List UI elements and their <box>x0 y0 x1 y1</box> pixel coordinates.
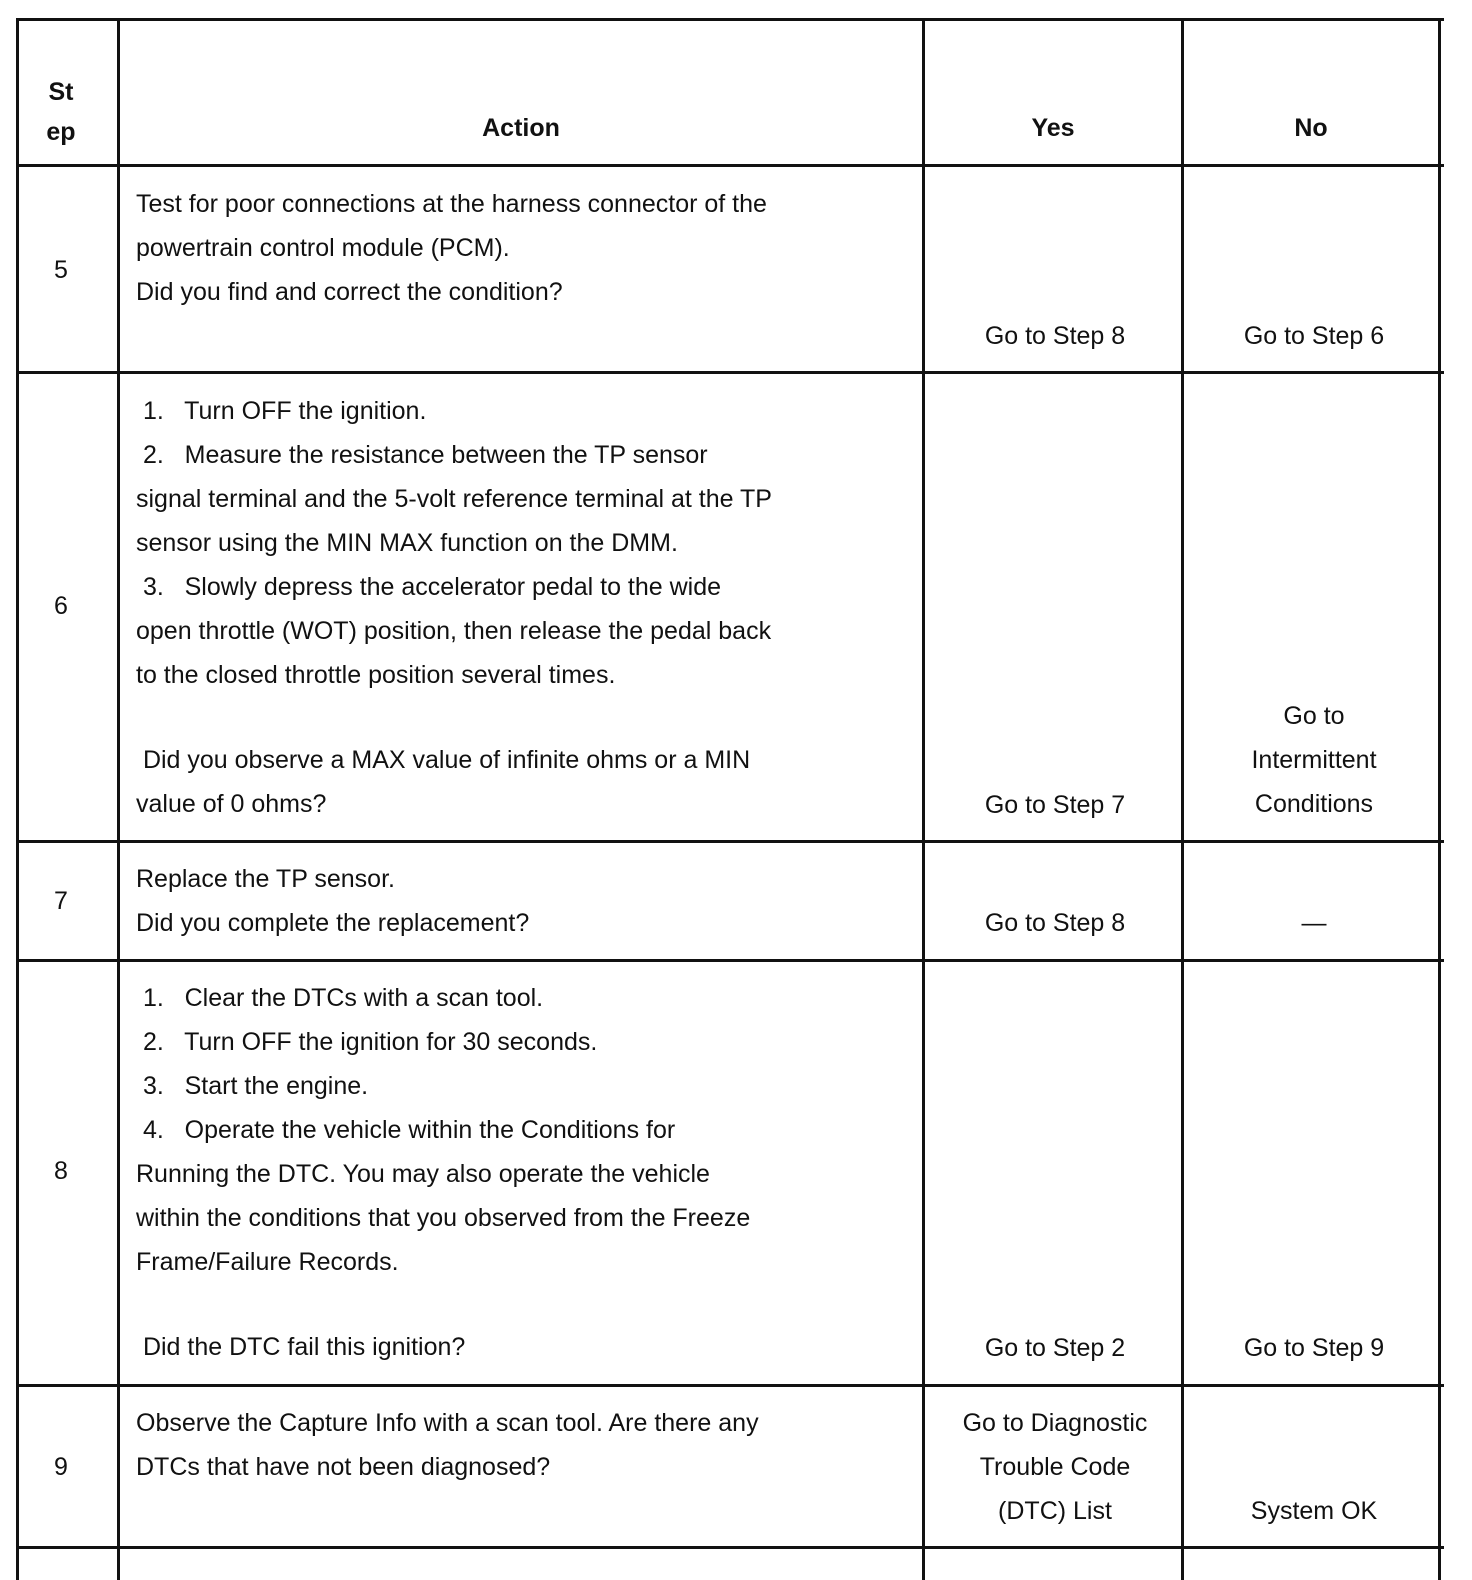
step-number: 7 <box>54 887 68 915</box>
action-line: 1. Turn OFF the ignition. <box>136 397 427 425</box>
action-line: Did the DTC fail this ignition? <box>136 1333 466 1361</box>
action-line: signal terminal and the 5-volt reference terminal at the TP <box>136 485 772 513</box>
table-top-border <box>16 18 1444 21</box>
no-result: Go to Step 9 <box>1243 1334 1385 1362</box>
yes-result: Go to Step 2 <box>984 1334 1126 1362</box>
action-line: Replace the TP sensor. <box>136 865 395 893</box>
action-line: 3. Start the engine. <box>136 1072 369 1100</box>
action-line: value of 0 ohms? <box>136 790 327 818</box>
action-line: 2. Turn OFF the ignition for 30 seconds. <box>136 1028 598 1056</box>
action-line <box>136 1284 916 1325</box>
step-number: 5 <box>54 256 68 284</box>
action-line <box>136 697 916 738</box>
action-line: 3. Slowly depress the accelerator pedal to the wide <box>136 573 722 601</box>
no-result-line: Conditions <box>1254 790 1374 818</box>
row-7-bottom-border <box>16 959 1444 962</box>
no-result <box>1186 694 1442 826</box>
header-yes: Yes <box>1031 114 1075 142</box>
row-5-bottom-border <box>16 371 1444 374</box>
yes-result: Go to Step 7 <box>984 791 1126 819</box>
action-line: Did you observe a MAX value of infinite ohms or a MIN <box>136 746 751 774</box>
step-number: 9 <box>54 1453 68 1481</box>
action-line: Observe the Capture Info with a scan tool. Are there any <box>136 1409 759 1437</box>
step-number: 6 <box>54 592 68 620</box>
action-text <box>136 976 916 1369</box>
step-column-divider <box>117 18 120 1580</box>
action-line: to the closed throttle position several times. <box>136 661 616 689</box>
no-result: Go to Step 6 <box>1243 322 1385 350</box>
action-line: sensor using the MIN MAX function on the DMM. <box>136 529 678 557</box>
action-line: powertrain control module (PCM). <box>136 234 510 262</box>
action-text <box>136 857 916 945</box>
header-bottom-border <box>16 164 1444 167</box>
action-text <box>136 182 916 314</box>
no-result-line: Intermittent <box>1251 746 1377 774</box>
step-number: 8 <box>54 1157 68 1185</box>
action-text <box>136 389 916 826</box>
header-no: No <box>1294 114 1328 142</box>
row-8-bottom-border <box>16 1384 1444 1387</box>
action-line: 2. Measure the resistance between the TP sensor <box>136 441 708 469</box>
action-line: Did you complete the replacement? <box>136 909 530 937</box>
action-column-divider <box>922 18 925 1580</box>
action-line: 4. Operate the vehicle within the Conditions for <box>136 1116 676 1144</box>
action-line: Did you find and correct the condition? <box>136 278 563 306</box>
header-step-line1: St <box>48 78 74 106</box>
yes-result-line: (DTC) List <box>998 1497 1112 1525</box>
yes-result-line: Trouble Code <box>979 1453 1131 1481</box>
row-6-bottom-border <box>16 840 1444 843</box>
no-result-line: Go to <box>1283 702 1345 730</box>
action-text <box>136 1401 916 1489</box>
no-result: System OK <box>1250 1497 1378 1525</box>
action-line: open throttle (WOT) position, then release the pedal back <box>136 617 772 645</box>
yes-result-line: Go to Diagnostic <box>962 1409 1148 1437</box>
yes-result: Go to Step 8 <box>984 322 1126 350</box>
action-line: Frame/Failure Records. <box>136 1248 399 1276</box>
yes-result: Go to Step 8 <box>984 909 1126 937</box>
header-step <box>19 72 103 152</box>
no-result: — <box>1301 909 1327 937</box>
action-line: within the conditions that you observed from the Freeze <box>136 1204 751 1232</box>
action-line: Test for poor connections at the harness connector of the <box>136 190 767 218</box>
action-line: DTCs that have not been diagnosed? <box>136 1453 551 1481</box>
action-line: 1. Clear the DTCs with a scan tool. <box>136 984 544 1012</box>
row-9-bottom-border <box>16 1546 1444 1549</box>
header-step-line2: ep <box>46 118 76 146</box>
yes-result <box>927 1401 1183 1533</box>
action-line: Running the DTC. You may also operate the vehicle <box>136 1160 710 1188</box>
header-action: Action <box>482 114 560 142</box>
